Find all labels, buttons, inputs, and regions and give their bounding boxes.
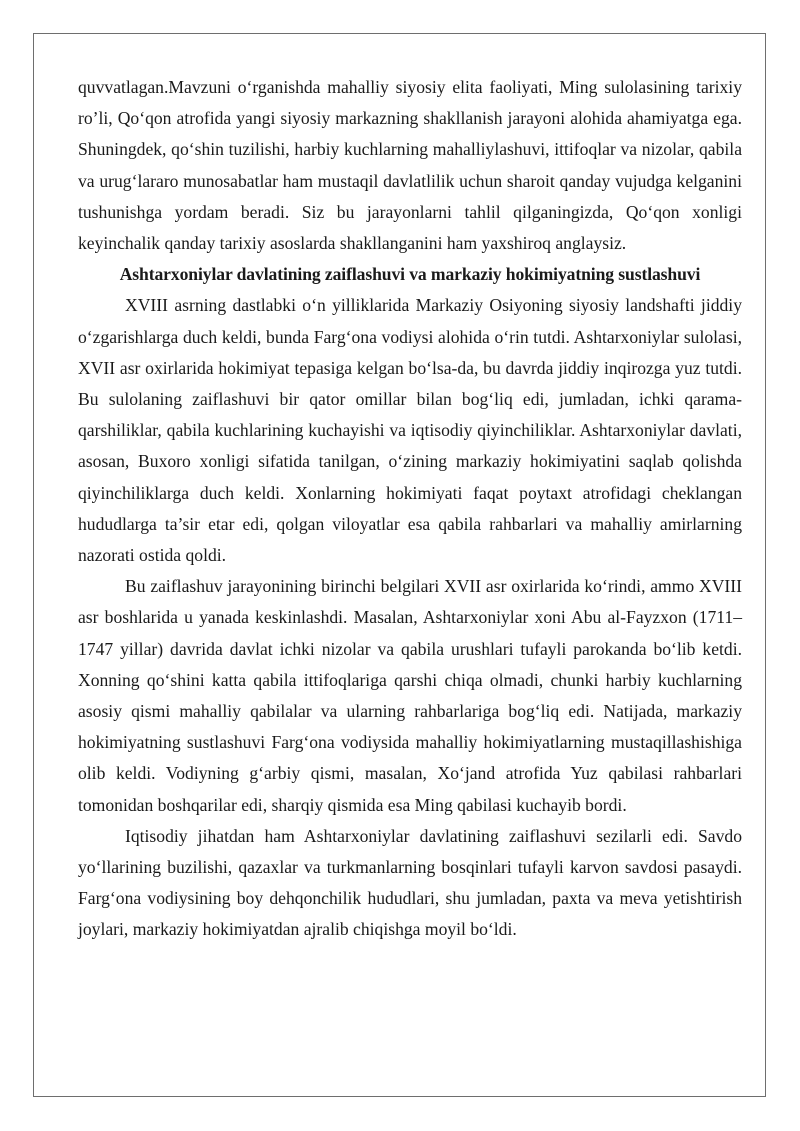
intro-paragraph: quvvatlagan.Mavzuni o‘rganishda mahalliy siyosiy elita faoliyati, Ming sulolasining tarixiy ro’li, Qo‘qon atrofida yangi siyosiy markazning shakllanish jarayoni alohida ahamiyatga ega. Shuningdek, qo‘shin tuzilishi, harbiy kuchlarning mahalliylashuvi, ittifoqlar va nizolar, qabila va urug‘lararo munosabatlar ham mustaqil davlatlilik uchun sharoit qanday vujudga kelganini tushunishga yordam beradi. Siz bu jarayonlarni tahlil qilganingizda, Qo‘qon xonligi keyinchalik qanday tarixiy asoslarda shakllanganini ham yaxshiroq anglaysiz. [78,77,742,254]
body-paragraph-2: Bu zaiflashuv jarayonining birinchi belgilari XVII asr oxirlarida ko‘rindi, ammo XVIII asr boshlarida u yanada keskinlashdi. Masalan, Ashtarxoniylar xoni Abu al-Fayzxon (1711–1747 yillar) davrida davlat ichki nizolar va qabila urushlari tufayli parokanda bo‘lib ketdi. Xonning qo‘shini katta qabila ittifoqlariga qarshi chiqa olmadi, chunki harbiy kuchlarning asosiy qismi mahalliy qabilalar va ularning rahbarlariga bog‘liq edi. Natijada, markaziy hokimiyatning sustlashuvi Farg‘ona vodiysida mahalliy hokimiyatlarning mustaqillashishiga olib keldi. Vodiyning g‘arbiy qismi, masalan, Xo‘jand atrofida Yuz qabilasi rahbarlari tomonidan boshqarilar edi, sharqiy qismida esa Ming qabilasi kuchayib bordi. [78,576,742,815]
body-paragraph-3: Iqtisodiy jihatdan ham Ashtarxoniylar davlatining zaiflashuvi sezilarli edi. Savdo yo‘llarining buzilishi, qazaxlar va turkmanlarning bosqinlari tufayli karvon savdosi pasaydi. Farg‘ona vodiysining boy dehqonchilik hududlari, shu jumladan, paxta va meva yetishtirish joylari, markaziy hokimiyatdan ajralib chiqishga moyil bo‘ldi. [78,825,742,940]
document-body [78,72,742,946]
section-heading: Ashtarxoniylar davlatining zaiflashuvi va markaziy hokimiyatning sustlashuvi [119,264,701,285]
body-paragraph-1: XVIII asrning dastlabki o‘n yilliklarida Markaziy Osiyoning siyosiy landshafti jiddiy o‘zgarishlarga duch keldi, bunda Farg‘ona vodiysi alohida o‘rin tutdi. Ashtarxoniylar sulolasi, XVII asr oxirlarida hokimiyat tepasiga kelgan bo‘lsa-da, bu davrda jiddiy inqirozga yuz tutdi. Bu sulolaning zaiflashuvi bir qator omillar bilan bog‘liq edi, jumladan, ichki qarama-qarshiliklar, qabila kuchlarining kuchayishi va iqtisodiy qiyinchiliklar. Ashtarxoniylar davlati, asosan, Buxoro xonligi sifatida tanilgan, o‘zining markaziy hokimiyatini saqlab qolishda qiyinchiliklarga duch keldi. Xonlarning hokimiyati faqat poytaxt atrofidagi cheklangan hududlarga ta’sir etar edi, qolgan viloyatlar esa qabila rahbarlari va mahalliy amirlarning nazorati ostida qoldi. [78,295,742,566]
